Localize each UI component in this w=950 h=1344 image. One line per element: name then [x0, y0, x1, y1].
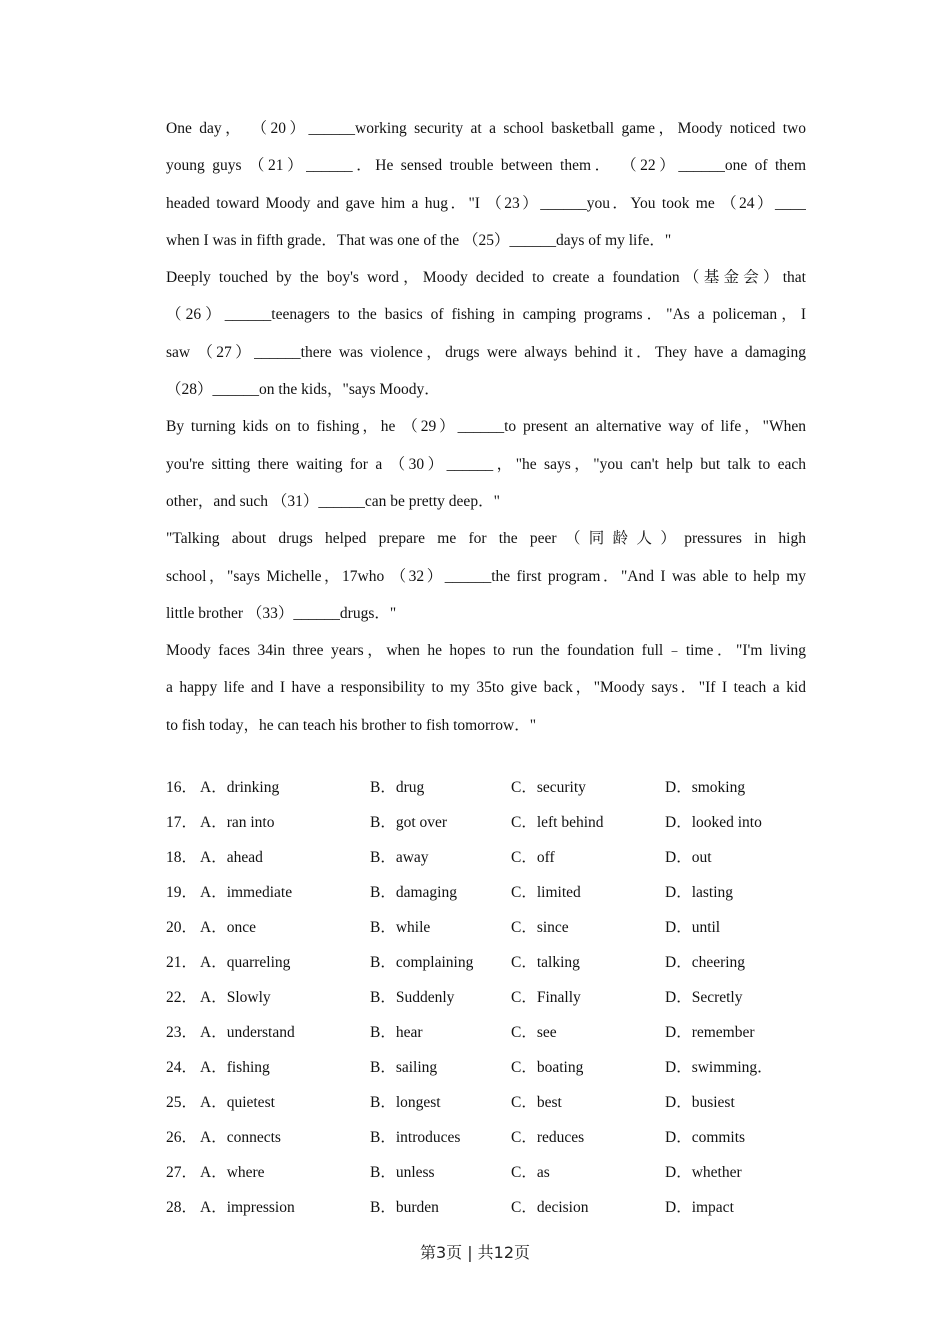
question-number: 23． [166, 1024, 198, 1041]
question-row [166, 910, 806, 945]
question-row [166, 945, 806, 980]
option-b: B．longest [370, 1094, 441, 1111]
question-row [166, 1015, 806, 1050]
question-row [166, 840, 806, 875]
question-number: 24． [166, 1059, 198, 1076]
passage [166, 110, 806, 744]
passage-line: "Talking about drugs helped prepare me for the peer（同龄人）pressures in high [166, 530, 806, 548]
option-d: D．commits [665, 1129, 746, 1146]
passage-line: （26）______teenagers to the basics of fishing in camping programs．"As a policeman，I [166, 306, 806, 324]
passage-line: saw （27）______there was violence，drugs were always behind it．They have a damaging [166, 343, 806, 361]
option-a: A．ahead [200, 849, 263, 866]
option-b: B．away [370, 849, 429, 866]
question-number: 25． [166, 1094, 198, 1111]
option-a: A．drinking [200, 779, 280, 796]
option-a: A．immediate [200, 884, 293, 901]
option-c: C．as [511, 1164, 550, 1181]
option-c: C．reduces [511, 1129, 585, 1146]
passage-line: you're sitting there waiting for a （30）______，"he says，"you can't help but talk to each [166, 455, 806, 473]
option-a: A．fishing [200, 1059, 270, 1076]
option-a: A．quarreling [200, 954, 291, 971]
question-row [166, 1120, 806, 1155]
question-row [166, 805, 806, 840]
question-number: 22． [166, 989, 198, 1006]
option-c: C．see [511, 1024, 557, 1041]
passage-line: young guys （21）______．He sensed trouble between them． （22）______one of them [166, 157, 806, 175]
option-c: C．left behind [511, 814, 604, 831]
question-number: 26． [166, 1129, 198, 1146]
option-c: C．decision [511, 1199, 589, 1216]
question-number: 17． [166, 814, 198, 831]
option-c: C．security [511, 779, 586, 796]
option-c: C．off [511, 849, 555, 866]
option-d: D．cheering [665, 954, 746, 971]
option-b: B．sailing [370, 1059, 438, 1076]
option-d: D．lasting [665, 884, 734, 901]
question-number: 28． [166, 1199, 198, 1216]
option-c: C．limited [511, 884, 581, 901]
option-a: A．ran into [200, 814, 275, 831]
option-c: C．best [511, 1094, 562, 1111]
passage-line: school，"says Michelle，17who （32）______the first program．"And I was able to help my [166, 567, 806, 585]
option-b: B．hear [370, 1024, 423, 1041]
option-b: B．damaging [370, 884, 457, 901]
option-a: A．where [200, 1164, 265, 1181]
option-c: C．talking [511, 954, 580, 971]
option-d: D．remember [665, 1024, 755, 1041]
option-a: A．once [200, 919, 256, 936]
question-row [166, 770, 806, 805]
question-number: 18． [166, 849, 198, 866]
option-d: D．smoking [665, 779, 746, 796]
option-a: A．connects [200, 1129, 281, 1146]
question-number: 16． [166, 779, 198, 796]
option-b: B．introduces [370, 1129, 461, 1146]
question-row [166, 1085, 806, 1120]
option-d: D．looked into [665, 814, 762, 831]
question-number: 21． [166, 954, 198, 971]
option-b: B．got over [370, 814, 448, 831]
passage-line: By turning kids on to fishing，he （29）______to present an alternative way of life，"When [166, 418, 806, 436]
question-row [166, 875, 806, 910]
passage-line: Deeply touched by the boy's word，Moody decided to create a foundation（基金会）that [166, 269, 806, 287]
option-b: B．complaining [370, 954, 474, 971]
option-d: D．whether [665, 1164, 742, 1181]
passage-line: headed toward Moody and gave him a hug．"I （23）______you．You took me （24）____ [166, 194, 806, 212]
question-number: 20． [166, 919, 198, 936]
option-b: B．drug [370, 779, 425, 796]
passage-line: a happy life and I have a responsibility to my 35to give back，"Moody says．"If I teach a kid [166, 679, 806, 697]
question-row [166, 1050, 806, 1085]
option-b: B．while [370, 919, 431, 936]
page-footer: 第3页 | 共12页 [419, 1243, 531, 1262]
option-a: A．Slowly [200, 989, 271, 1006]
option-c: C．Finally [511, 989, 581, 1006]
option-b: B．burden [370, 1199, 439, 1216]
question-row [166, 1155, 806, 1190]
passage-line: （28）______on the kids，"says Moody． [166, 381, 440, 399]
answer-options [166, 770, 806, 1225]
question-row [166, 980, 806, 1015]
option-d: D．out [665, 849, 712, 866]
option-a: A．quietest [200, 1094, 275, 1111]
question-row [166, 1190, 806, 1225]
option-c: C．boating [511, 1059, 584, 1076]
passage-line: One day， （20）______working security at a school basketball game，Moody noticed two [166, 120, 806, 137]
option-d: D．Secretly [665, 989, 743, 1006]
passage-line: Moody faces 34in three years，when he hopes to run the foundation full﹣time．"I'm living [166, 642, 806, 660]
option-a: A．impression [200, 1199, 295, 1216]
question-number: 27． [166, 1164, 198, 1181]
passage-line: little brother （33）______drugs．" [166, 604, 397, 622]
passage-line: other，and such （31）______can be pretty deep．" [166, 492, 500, 510]
option-d: D．busiest [665, 1094, 735, 1111]
question-number: 19． [166, 884, 198, 901]
option-a: A．understand [200, 1024, 295, 1041]
option-b: B．unless [370, 1164, 435, 1181]
option-d: D．until [665, 919, 721, 936]
option-d: D．swimming． [665, 1059, 773, 1076]
option-b: B．Suddenly [370, 989, 455, 1006]
option-d: D．impact [665, 1199, 734, 1216]
passage-line: when I was in fifth grade．That was one of the （25）______days of my life．" [166, 231, 672, 249]
option-c: C．since [511, 919, 569, 936]
passage-line: to fish today，he can teach his brother to fish tomorrow．" [166, 716, 537, 734]
